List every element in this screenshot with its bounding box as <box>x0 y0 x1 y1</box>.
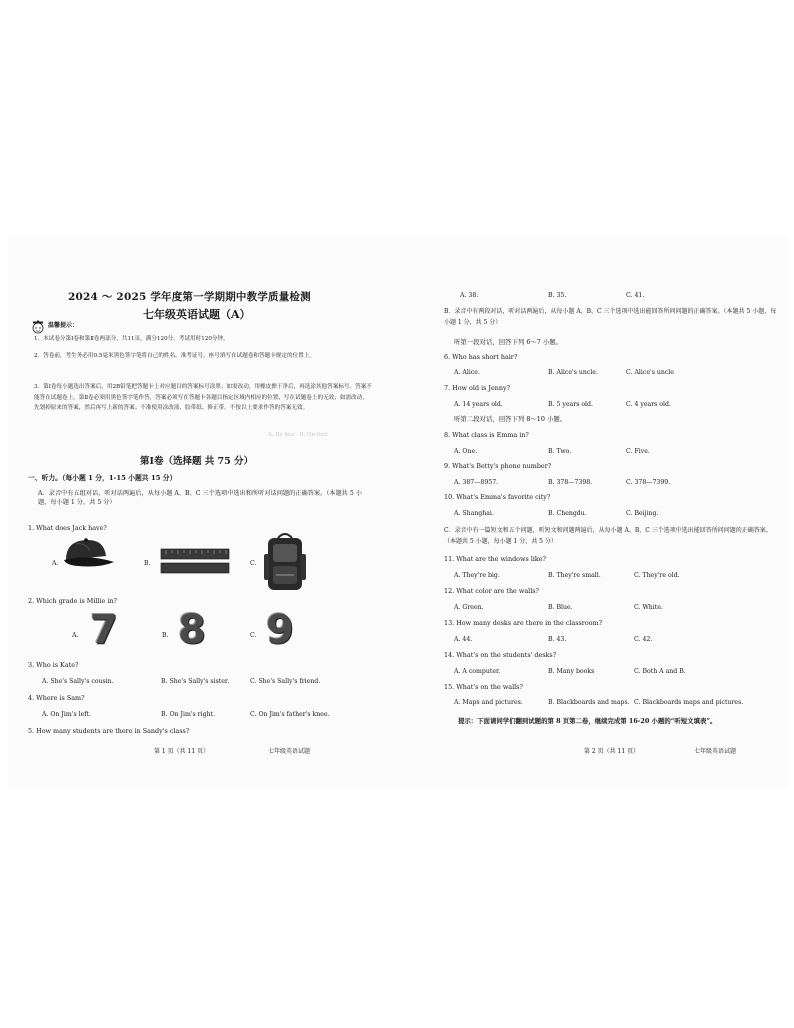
question-4: 4. Where is Sam? <box>28 694 85 702</box>
left-page <box>28 236 376 788</box>
exam-subtitle: 七年级英语试题（A） <box>143 308 251 321</box>
note-1: 1．本试卷分第Ⅰ卷和第Ⅱ卷两部分，共11页，满分120分。考试用时120分钟。 <box>34 336 229 342</box>
q5-option-a: A. 38. <box>460 292 479 299</box>
tip-label: 温馨提示： <box>48 322 79 329</box>
question-7: 7. How old is Jenny? <box>444 384 511 392</box>
q9-option-b: B. 378—7398. <box>548 479 593 486</box>
part-b-instructions: B．录音中有两段对话，听对话两遍后，从每小题 A、B、C 三个选项中选出能回答所问问题的正确答案。（本题共 5 小题，每小题 1 分，共 5 分） <box>444 308 777 326</box>
q3-option-c: C. She's Sally's friend. <box>250 678 321 685</box>
q13-option-c: C. 42. <box>634 636 653 643</box>
digit-nine: 9 <box>266 607 294 653</box>
q8-option-b: B. Two. <box>548 448 572 455</box>
q12-option-c: C. White. <box>634 604 663 611</box>
q15-option-b: B. Blackboards and maps. <box>548 699 630 706</box>
bleed-through-text: A. By bus · B. On foot <box>268 432 328 438</box>
note-2: 2．答卷前，考生务必用0.5毫米黑色签字笔将自己的姓名、准考证号、座号填写在试题卷和答题卡规定的位置上。 <box>34 353 315 359</box>
footer-page-number: 第 2 页（共 11 页） <box>584 748 640 755</box>
q13-option-b: B. 43. <box>548 636 567 643</box>
q8-option-a: A. One. <box>454 448 478 455</box>
question-5: 5. How many students are there in Sandy's class? <box>28 727 190 735</box>
q13-option-a: A. 44. <box>454 636 473 643</box>
q6-option-c: C. Alice's uncle <box>626 369 674 376</box>
q12-option-b: B. Blue. <box>548 604 573 611</box>
section-title: 一、听力。（每小题 1 分，1-15 小题共 15 分） <box>28 474 177 482</box>
q9-option-a: A. 387—8957. <box>454 479 499 486</box>
q3-option-a: A. She's Sally's cousin. <box>42 678 114 685</box>
q10-option-b: B. Chengdu. <box>548 510 587 517</box>
q4-option-a: A. On Jim's left. <box>42 711 91 718</box>
question-3: 3. Who is Kate? <box>28 661 79 669</box>
question-1: 1. What does Jack have? <box>28 524 107 532</box>
baseball-cap-icon <box>60 536 116 570</box>
footer-exam-name: 七年级英语试题 <box>694 748 737 755</box>
footer-page-number: 第 1 页（共 11 页） <box>154 748 210 755</box>
q8-option-c: C. Five. <box>626 448 650 455</box>
digit-eight: 8 <box>178 607 206 653</box>
q15-option-a: A. Maps and pictures. <box>454 699 523 706</box>
final-instruction-tip: 提示：下面请同学们翻到试题的第 8 页第二卷，继续完成第 16-20 小题的“听短文填表”。 <box>458 717 717 725</box>
exam-title: 2024 ～ 2025 学年度第一学期期中教学质量检测 <box>68 291 311 303</box>
footer-exam-name: 七年级英语试题 <box>268 748 311 755</box>
q1-option-c: C. <box>250 560 257 567</box>
question-13: 13. How many desks are there in the classroom? <box>444 619 603 627</box>
q1-option-a: A. <box>52 560 59 567</box>
q3-option-b: B. She's Sally's sister. <box>161 678 230 685</box>
q14-option-c: C. Both A and B. <box>634 668 686 675</box>
q10-option-a: A. Shanghai. <box>454 510 494 517</box>
question-2: 2. Which grade is Millie in? <box>28 597 117 605</box>
backpack-icon <box>264 530 306 592</box>
q7-option-b: B. 5 years old. <box>548 401 593 408</box>
q5-option-b: B. 35. <box>548 292 567 299</box>
q2-option-c: C. <box>250 632 257 639</box>
cartoon-student-icon <box>30 320 46 334</box>
q9-option-c: C. 378—7399. <box>626 479 671 486</box>
q14-option-b: B. Many books <box>548 668 595 675</box>
q11-option-b: B. They're small. <box>548 572 601 579</box>
q6-option-a: A. Alice. <box>454 369 480 376</box>
dialog-2-instruction: 听第二段对话，回答下列 8～10 小题。 <box>454 415 567 423</box>
q2-option-b: B. <box>162 632 169 639</box>
question-9: 9. What's Betty's phone number? <box>444 462 552 470</box>
q12-option-a: A. Green. <box>454 604 484 611</box>
dialog-1-instruction: 听第一段对话，回答下列 6～7 小题。 <box>454 338 563 346</box>
q10-option-c: C. Beijing. <box>626 510 659 517</box>
q6-option-b: B. Alice's uncle. <box>548 369 598 376</box>
q2-option-a: A. <box>72 632 79 639</box>
volume-title: 第Ⅰ卷（选择题 共 75 分） <box>140 456 254 467</box>
q4-option-c: C. On Jim's father's knee. <box>250 711 330 718</box>
digit-seven: 7 <box>90 607 118 653</box>
question-10: 10. What's Emma's favorite city? <box>444 493 551 501</box>
exam-sheet <box>8 236 788 788</box>
question-11: 11. What are the windows like? <box>444 555 546 563</box>
q7-option-c: C. 4 years old. <box>626 401 671 408</box>
right-page <box>438 236 783 788</box>
q4-option-b: B. On Jim's right. <box>161 711 216 718</box>
question-12: 12. What color are the walls? <box>444 587 539 595</box>
question-15: 15. What's on the walls? <box>444 683 523 691</box>
note-3: 3．第Ⅰ卷每小题选出答案后，用2B铅笔把答题卡上对应题目的答案标号涂黑；如需改动，用橡皮擦干净后，再选涂其他答案标号。答案不能答在试题卷上。第Ⅱ卷必须用黑色签字笔作答，答案必须写在答题卡各题目指定区域内相应的位置，写在试题卷上的无效；如需改动，先划掉原来的答案，然后再写上新的答案；不准使用涂改液、胶带纸、修正带。不按以上要求作答的答案无效。 <box>34 384 372 412</box>
part-c-instructions: C．录音中有一篇短文和五个问题，听短文和问题两遍后，从每小题 A、B、C 三个选项中选出能回答所问问题的正确答案。（本题共 5 小题，每小题 1 分，共 5 分） <box>444 527 772 546</box>
q7-option-a: A. 14 years old. <box>454 401 503 408</box>
q11-option-a: A. They're big. <box>454 572 500 579</box>
question-6: 6. Who has short hair? <box>444 353 518 361</box>
question-8: 8. What class is Emma in? <box>444 431 529 439</box>
q5-option-c: C. 41. <box>626 292 645 299</box>
question-14: 14. What's on the students' desks? <box>444 651 557 659</box>
q15-option-c: C. Blackboards maps and pictures. <box>634 699 744 706</box>
q14-option-a: A. A computer. <box>454 668 501 675</box>
section-instructions: A．录音中有五组对话，听对话两遍后，从每小题 A、B、C 三个选项中选出和所听对话问题的正确答案。（本题共 5 小题，每小题 1 分，共 5 分） <box>38 490 362 506</box>
q11-option-c: C. They're old. <box>634 572 680 579</box>
q1-option-b: B. <box>144 560 151 567</box>
ruler-icon <box>160 548 230 574</box>
